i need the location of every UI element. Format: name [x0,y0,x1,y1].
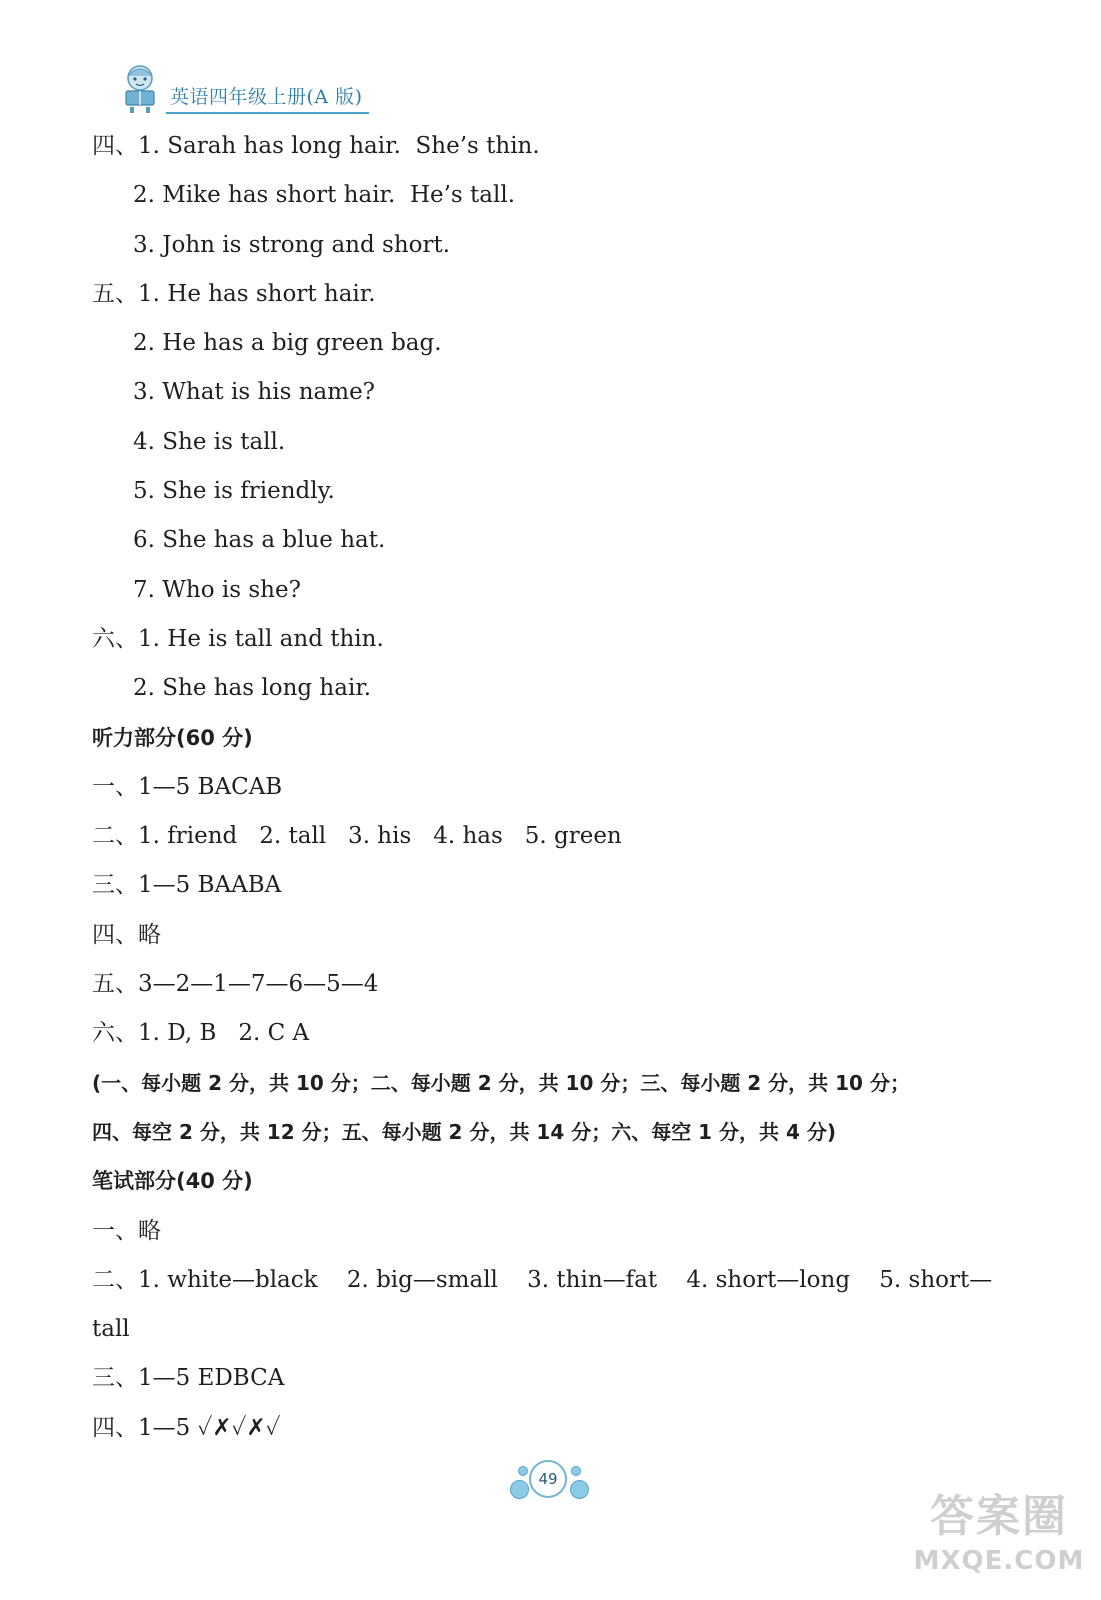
watermark-logo-text: 答案圈 [930,1491,1068,1542]
answer-line: 一、1—5 BACAB [92,773,283,800]
bubble-decoration [570,1480,589,1499]
answer-line: 三、1—5 BAABA [92,872,282,899]
answer-line: 四、1. Sarah has long hair. She’s thin. [92,133,540,159]
answer-line: 五、1. He has short hair. [92,280,376,307]
bubble-decoration [518,1466,528,1476]
section-heading: 听力部分(60 分) [92,725,253,750]
answer-line: 四、1—5 ✓✗✓✗✓ [92,1414,281,1441]
bubble-decoration [571,1466,581,1476]
reading-child-icon [118,62,162,114]
page-header [118,62,369,114]
answer-line: 4. She is tall. [133,428,286,455]
answer-line: 二、1. friend 2. tall 3. his 4. has 5. green [92,823,622,850]
answer-line: 3. What is his name? [133,379,376,406]
watermark-site-text: MXQE.COM [913,1546,1085,1576]
scoring-note: 四、每空 2 分，共 12 分；五、每小题 2 分，共 14 分；六、每空 1 分，共 4 分) [92,1119,837,1144]
answer-line: 五、3—2—1—7—6—5—4 [92,971,379,998]
answer-line: 2. Mike has short hair. He’s tall. [133,182,516,209]
answer-line: 三、1—5 EDBCA [92,1365,285,1392]
answer-line: 六、1. He is tall and thin. [92,625,384,652]
answer-line: 四、略 [92,921,161,948]
answer-line: 5. She is friendly. [133,478,335,505]
section-heading: 笔试部分(40 分) [92,1169,253,1194]
answer-line: 六、1. D, B 2. C A [92,1020,310,1047]
answer-line: 一、略 [92,1217,161,1244]
scoring-note: (一、每小题 2 分，共 10 分；二、每小题 2 分，共 10 分；三、每小题 2 分，共 10 分； [92,1070,910,1095]
watermark [906,1490,1092,1594]
answer-line: 2. He has a big green bag. [133,330,442,357]
answer-line: 6. She has a blue hat. [133,527,386,554]
answer-line: 3. John is strong and short. [133,231,451,258]
bubble-decoration [510,1480,529,1499]
book-title: 英语四年级上册(A 版) [166,82,369,114]
answer-line: 7. Who is she? [133,576,301,603]
page-number: 49 [529,1460,567,1498]
answer-line: tall [92,1316,130,1343]
answer-line: 2. She has long hair. [133,675,372,702]
answer-line: 二、1. white—black 2. big—small 3. thin—fat 4. short—long 5. short— [92,1266,993,1293]
answer-content [92,128,1021,1459]
page-number-badge [508,1458,588,1502]
